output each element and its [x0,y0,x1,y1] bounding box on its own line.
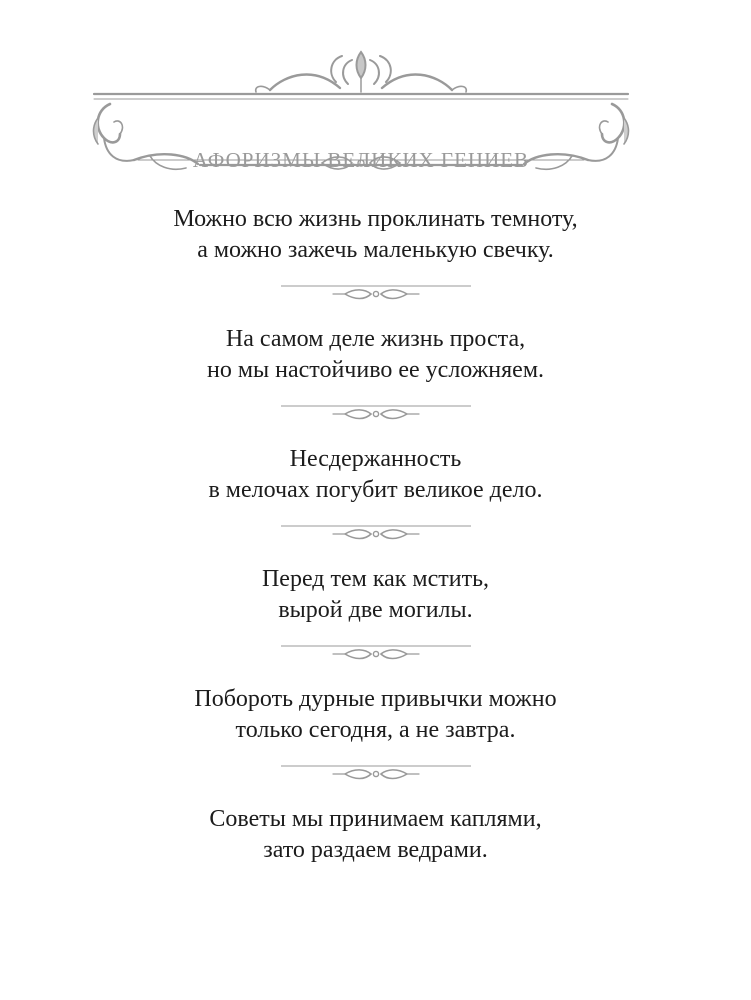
quote-item [0,444,751,506]
quote-line: зато раздаем ведрами. [263,837,488,863]
quote-line: только сегодня, а не завтра. [235,717,516,743]
divider-ornament [281,760,471,784]
quote-item [0,324,751,386]
quote-line: в мелочах погубит великое дело. [208,477,543,503]
quote-line: Можно всю жизнь проклинать темноту, [173,206,578,232]
divider-ornament [281,520,471,544]
quote-line: но мы настойчиво ее усложняем. [206,357,545,383]
quote-item [0,564,751,626]
quote-line: Советы мы принимаем каплями, [209,806,542,832]
quote-line: Перед тем как мстить, [261,566,490,592]
quote-line: На самом деле жизнь проста, [225,326,526,352]
quote-item [0,204,751,266]
divider-ornament [281,640,471,664]
quotes-list [0,200,751,866]
divider-ornament [281,400,471,424]
quote-item [0,684,751,746]
quote-line: Несдержанность [289,446,462,472]
quote-line: а можно зажечь маленькую свечку. [197,237,554,263]
quote-line: вырой две могилы. [278,597,473,623]
quote-item [0,804,751,866]
quote-line: Побороть дурные привычки можно [194,686,557,712]
section-title: АФОРИЗМЫ ВЕЛИКИХ ГЕНИЕВ [192,148,530,172]
divider-ornament [281,280,471,304]
header-ornament [90,38,632,188]
